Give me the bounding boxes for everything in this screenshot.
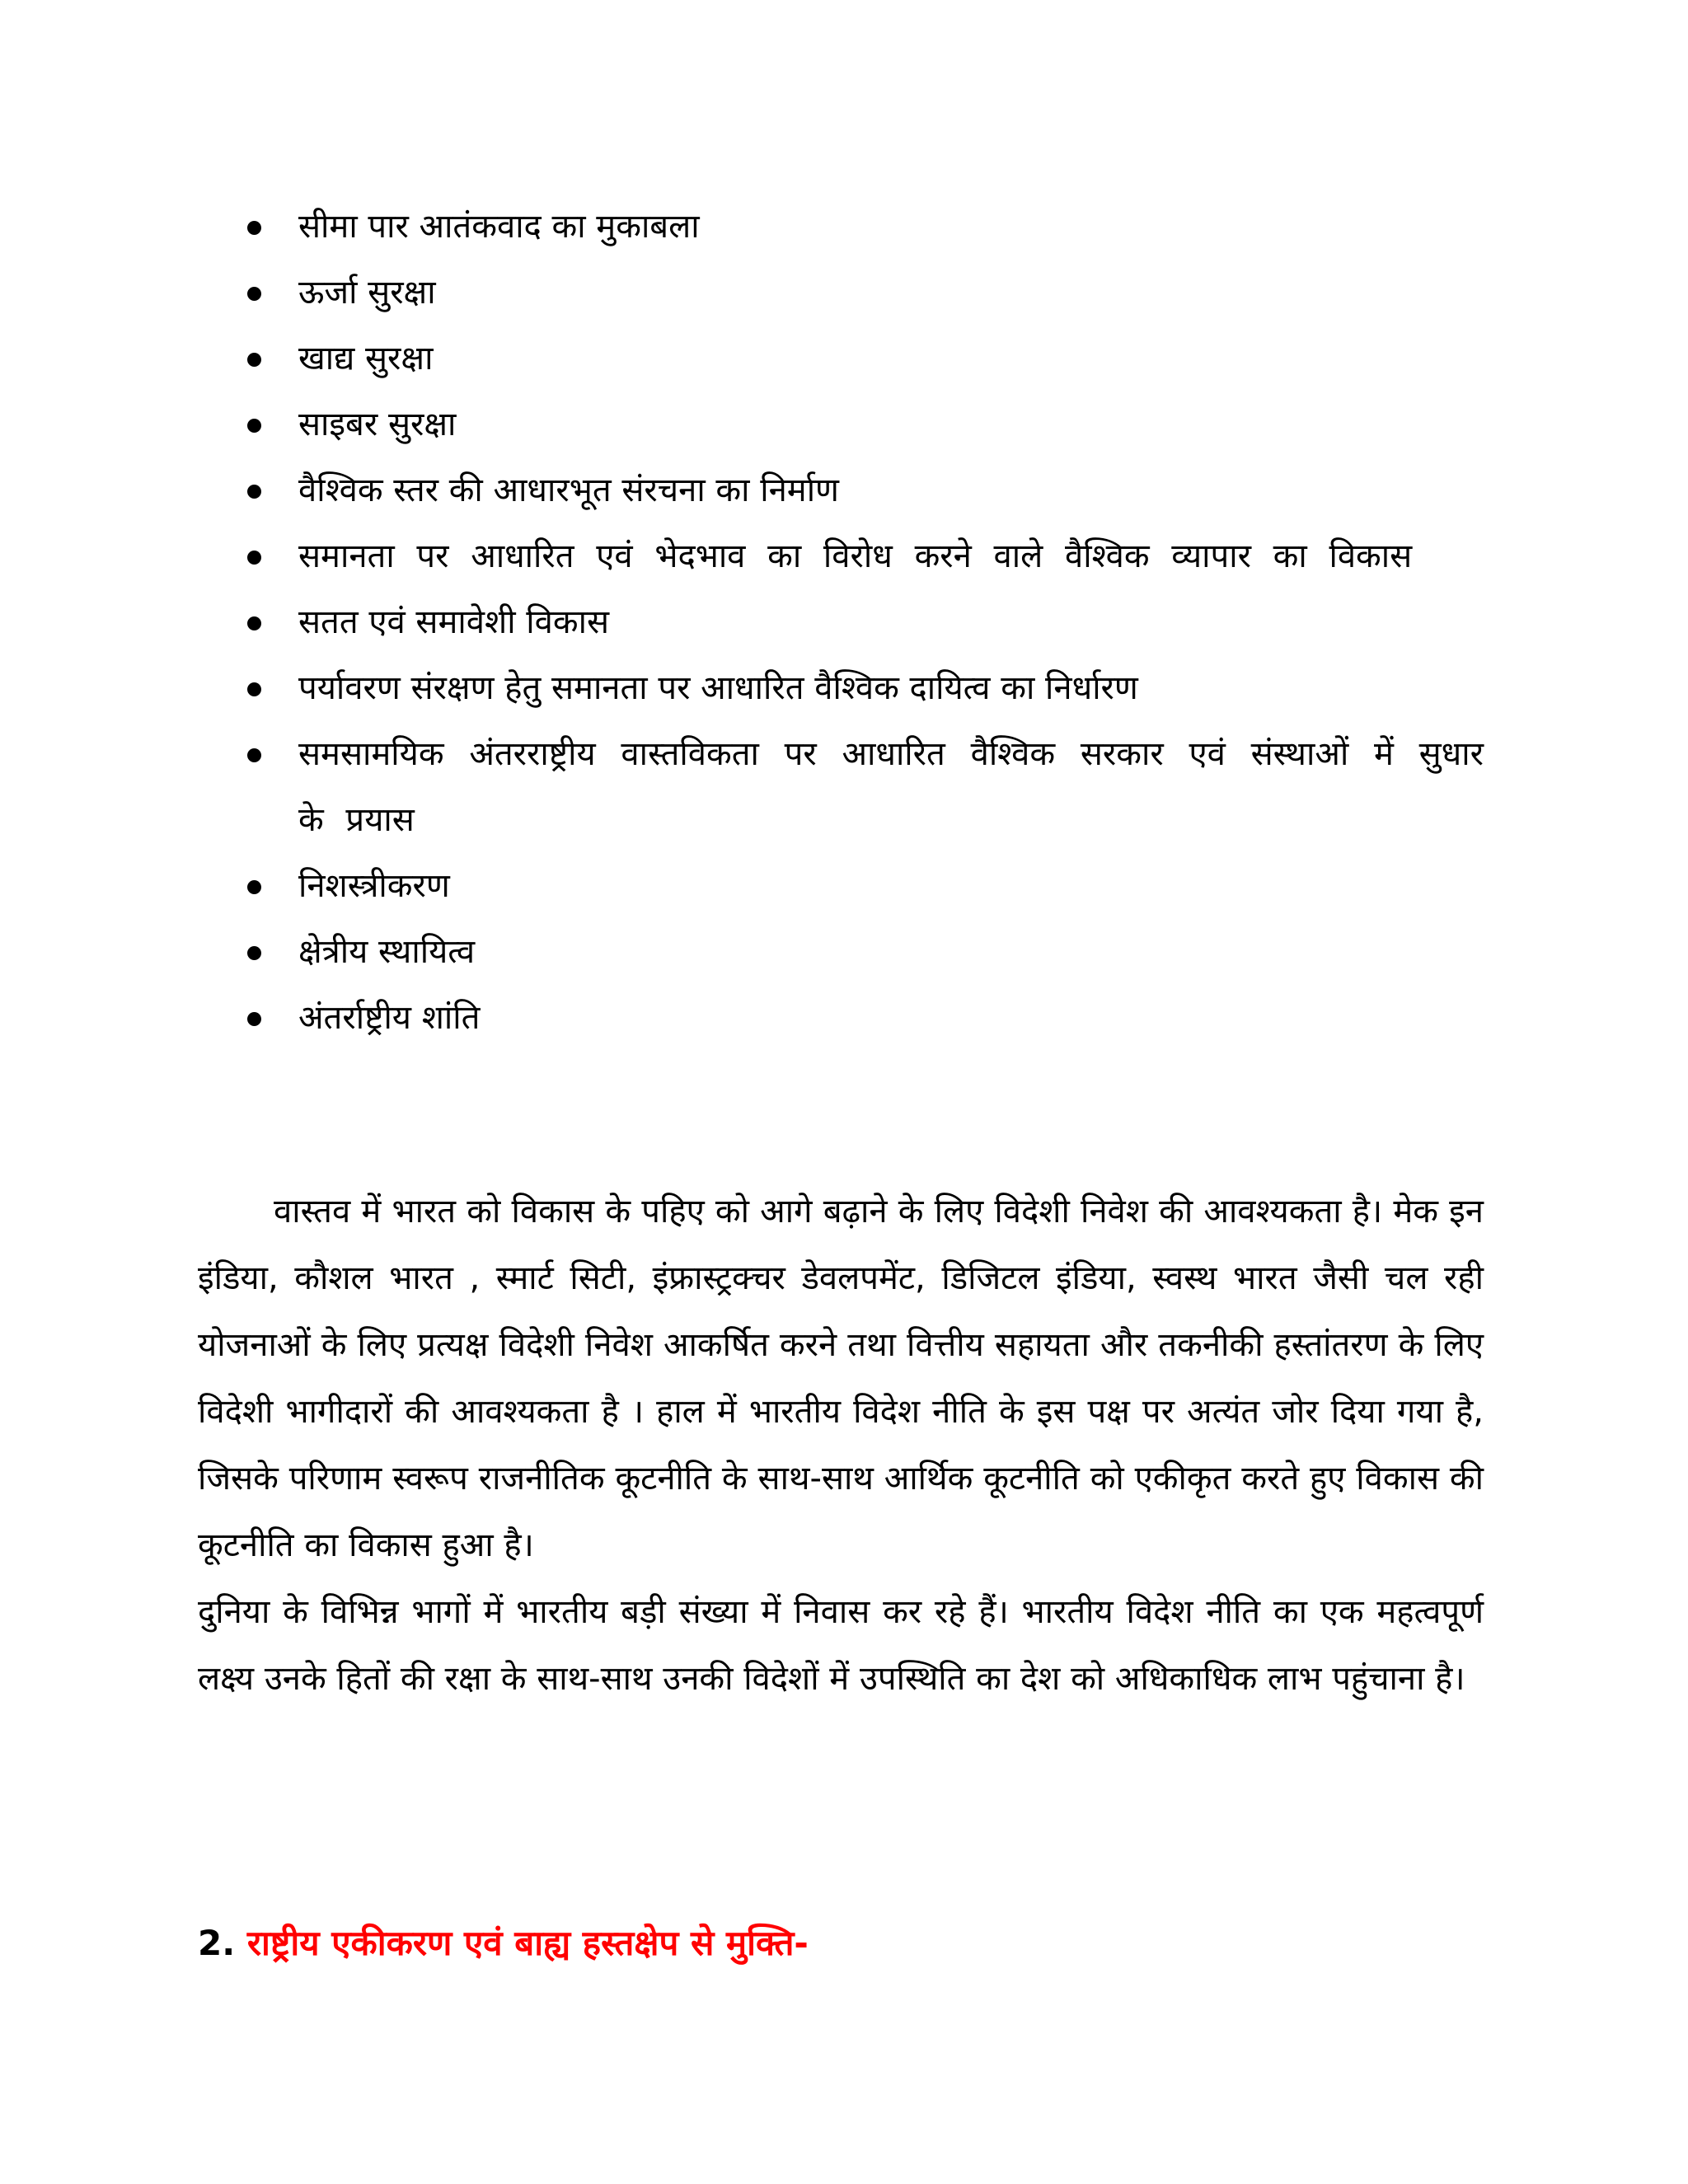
bullet-icon [247, 419, 261, 433]
bullet-icon [247, 353, 261, 367]
bullet-icon [247, 682, 261, 696]
body-text [198, 1179, 1484, 1713]
list-item [247, 260, 1484, 326]
list-item [247, 523, 1484, 589]
objectives-bullet-list [247, 194, 1484, 1051]
list-item-text: क्षेत्रीय स्थायित्व [298, 933, 476, 971]
bullet-icon [247, 1012, 261, 1026]
list-item-text: साइबर सुरक्षा [298, 405, 457, 443]
list-item-text: सीमा पार आतंकवाद का मुकाबला [298, 208, 700, 246]
list-item-text: समानता पर आधारित एवं भेदभाव का विरोध करने वाले वैश्विक व्यापार का विकास [298, 537, 1413, 575]
list-item [247, 655, 1484, 721]
list-item [247, 919, 1484, 985]
bullet-icon [247, 946, 261, 960]
bullet-icon [247, 485, 261, 499]
list-item [247, 985, 1484, 1051]
section-number: 2. [198, 1923, 236, 1963]
list-item-text: समसामयिक अंतरराष्ट्रीय वास्तविकता पर आधारित वैश्विक सरकार एवं संस्थाओं में सुधार के प्रयास [298, 735, 1484, 839]
list-item [247, 721, 1484, 853]
list-item-text: सतत एवं समावेशी विकास [298, 603, 609, 641]
list-item-text: पर्यावरण संरक्षण हेतु समानता पर आधारित वैश्विक दायित्व का निर्धारण [298, 669, 1138, 707]
paragraph-diaspora: दुनिया के विभिन्न भागों में भारतीय बड़ी संख्या में निवास कर रहे हैं। भारतीय विदेश नीति का एक महत्वपूर्ण लक्ष्य उनके हितों की रक्षा के साथ-साथ उनकी विदेशों में उपस्थिति का देश को अधिकाधिक लाभ पहुंचाना है। [198, 1593, 1484, 1698]
paragraph-investment: वास्तव में भारत को विकास के पहिए को आगे बढ़ाने के लिए विदेशी निवेश की आवश्यकता है। मेक इन इंडिया, कौशल भारत , स्मार्ट सिटी, इंफ्रास्ट्रक्चर डेवलपमेंट, डिजिटल इंडिया, स्वस्थ भारत जैसी चल रही योजनाओं के लिए प्रत्यक्ष विदेशी निवेश आकर्षित करने तथा वित्तीय सहायता और तकनीकी हस्तांतरण के लिए विदेशी भागीदारों की आवश्यकता है । हाल में भारतीय विदेश नीति के इस पक्ष पर अत्यंत जोर दिया गया है, जिसके परिणाम स्वरूप राजनीतिक कूटनीति के साथ-साथ आर्थिक कूटनीति को एकीकृत करते हुए विकास की कूटनीति का विकास हुआ है। [198, 1193, 1484, 1564]
list-item [247, 457, 1484, 523]
list-item-text: ऊर्जा सुरक्षा [298, 274, 436, 312]
bullet-icon [247, 616, 261, 630]
list-item-text: खाद्य सुरक्षा [298, 340, 434, 377]
list-item [247, 326, 1484, 391]
bullet-icon [247, 551, 261, 565]
bullet-icon [247, 221, 261, 235]
section-title: राष्ट्रीय एकीकरण एवं बाह्य हस्तक्षेप से मुक्ति- [246, 1923, 809, 1963]
list-item [247, 194, 1484, 260]
bullet-icon [247, 880, 261, 894]
list-item [247, 589, 1484, 655]
list-item-text: अंतर्राष्ट्रीय शांति [298, 999, 481, 1037]
list-item [247, 391, 1484, 457]
section-heading [198, 1910, 809, 1976]
list-item-text: निशस्त्रीकरण [298, 867, 450, 905]
bullet-icon [247, 287, 261, 301]
list-item [247, 853, 1484, 919]
list-item-text: वैश्विक स्तर की आधारभूत संरचना का निर्माण [298, 471, 839, 509]
bullet-icon [247, 748, 261, 762]
